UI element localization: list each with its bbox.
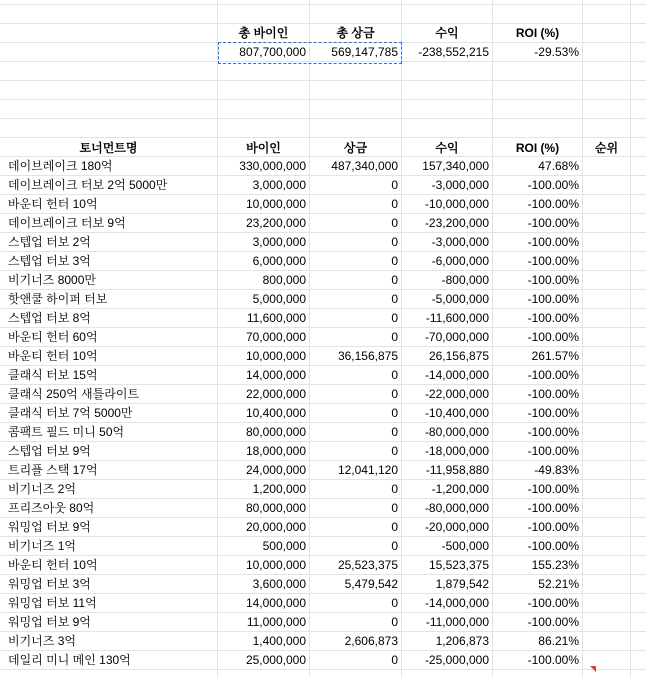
row-prize[interactable]: 0 [391,254,398,268]
row-tournament-name[interactable]: 워밍업 터보 9억 [8,520,91,534]
summary-header-buyin[interactable]: 총 바이인 [238,26,289,40]
row-tournament-name[interactable]: 워밍업 터보 9억 [8,615,91,629]
row-roi[interactable]: -100.00% [527,311,579,325]
row-roi[interactable]: -100.00% [527,330,579,344]
row-prize[interactable]: 0 [391,197,398,211]
row-roi[interactable]: -100.00% [527,273,579,287]
row-buyin[interactable]: 5,000,000 [252,292,306,306]
row-profit[interactable]: -80,000,000 [424,425,489,439]
row-roi[interactable]: -100.00% [527,539,579,553]
row-tournament-name[interactable]: 바운티 헌터 10억 [8,558,98,572]
row-roi[interactable]: -100.00% [527,235,579,249]
summary-header-prize[interactable]: 총 상금 [336,26,375,40]
row-roi[interactable]: -100.00% [527,254,579,268]
row-prize[interactable]: 0 [391,292,398,306]
row-tournament-name[interactable]: 바운티 헌터 60억 [8,330,98,344]
column-header-prize[interactable]: 상금 [343,141,368,155]
row-buyin[interactable]: 6,000,000 [252,254,306,268]
row-buyin[interactable]: 3,600,000 [252,577,306,591]
row-prize[interactable]: 0 [391,368,398,382]
row-profit[interactable]: -3,000,000 [431,178,489,192]
row-buyin[interactable]: 25,000,000 [245,653,306,667]
row-buyin[interactable]: 10,000,000 [245,558,306,572]
row-roi[interactable]: -100.00% [527,444,579,458]
row-profit[interactable]: -18,000,000 [424,444,489,458]
row-tournament-name[interactable]: 트리플 스택 17억 [8,463,98,477]
row-buyin[interactable]: 22,000,000 [245,387,306,401]
row-profit[interactable]: -10,400,000 [424,406,489,420]
row-profit[interactable]: -14,000,000 [424,368,489,382]
row-tournament-name[interactable]: 클래식 터보 15억 [8,368,98,382]
row-profit[interactable]: -11,000,000 [425,615,489,629]
row-tournament-name[interactable]: 워밍업 터보 3억 [8,577,91,591]
row-profit[interactable]: 1,879,542 [435,577,489,591]
row-buyin[interactable]: 80,000,000 [245,501,306,515]
row-buyin[interactable]: 500,000 [262,539,306,553]
row-profit[interactable]: -22,000,000 [424,387,489,401]
row-tournament-name[interactable]: 스텝업 터보 3억 [8,254,91,268]
row-roi[interactable]: -100.00% [527,482,579,496]
row-tournament-name[interactable]: 비기너즈 2억 [8,482,76,496]
row-tournament-name[interactable]: 바운티 헌터 10억 [8,197,98,211]
copy-selection-marquee [218,42,402,64]
row-prize[interactable]: 0 [391,387,398,401]
row-roi[interactable]: 155.23% [531,558,579,572]
column-header-rank[interactable]: 순위 [594,141,619,155]
row-tournament-name[interactable]: 데이브레이크 터보 9억 [8,216,126,230]
row-tournament-name[interactable]: 클래식 터보 7억 5000만 [8,406,133,420]
row-prize[interactable]: 0 [391,444,398,458]
row-roi[interactable]: -100.00% [527,425,579,439]
row-profit[interactable]: -1,200,000 [431,482,489,496]
column-header-tournament[interactable]: 토너먼트명 [79,141,138,155]
row-roi[interactable]: -100.00% [527,387,579,401]
row-profit[interactable]: 1,206,873 [435,634,489,648]
row-roi[interactable]: -100.00% [527,216,579,230]
row-profit[interactable]: -80,000,000 [424,501,489,515]
row-roi[interactable]: -100.00% [527,615,579,629]
row-profit[interactable]: -500,000 [441,539,489,553]
row-tournament-name[interactable]: 데이브레이크 터보 2억 5000만 [8,178,168,192]
row-profit[interactable]: -20,000,000 [424,520,489,534]
row-roi[interactable]: -100.00% [527,596,579,610]
row-tournament-name[interactable]: 데일리 미니 메인 130억 [8,653,131,667]
row-buyin[interactable]: 330,000,000 [239,159,306,173]
row-prize[interactable]: 0 [391,330,398,344]
row-tournament-name[interactable]: 비기너즈 1억 [8,539,76,553]
row-buyin[interactable]: 3,000,000 [252,235,306,249]
row-profit[interactable]: -23,200,000 [424,216,489,230]
cell-comment-indicator [590,666,596,672]
row-buyin[interactable]: 10,000,000 [245,349,306,363]
row-profit[interactable]: -6,000,000 [431,254,489,268]
row-roi[interactable]: 86.21% [538,634,579,648]
row-roi[interactable]: 47.68% [538,159,579,173]
row-tournament-name[interactable]: 콤팩트 필드 미니 50억 [8,425,125,439]
row-profit[interactable]: -800,000 [441,273,489,287]
row-buyin[interactable]: 3,000,000 [252,178,306,192]
row-prize[interactable]: 0 [391,653,398,667]
row-profit[interactable]: -3,000,000 [431,235,489,249]
row-prize[interactable]: 0 [391,615,398,629]
row-prize[interactable]: 0 [391,235,398,249]
row-buyin[interactable]: 1,200,000 [252,482,306,496]
row-roi[interactable]: -100.00% [527,520,579,534]
row-profit[interactable]: -5,000,000 [431,292,489,306]
row-prize[interactable]: 0 [391,178,398,192]
row-profit[interactable]: -11,600,000 [425,311,489,325]
row-tournament-name[interactable]: 비기너즈 3억 [8,634,76,648]
row-prize[interactable]: 487,340,000 [331,159,398,173]
row-prize[interactable]: 0 [391,482,398,496]
row-roi[interactable]: -100.00% [527,368,579,382]
summary-total-buyin[interactable]: 807,700,000 [239,45,306,59]
column-header-buyin[interactable]: 바이인 [246,141,281,155]
row-tournament-name[interactable]: 스텝업 터보 9억 [8,444,91,458]
row-profit[interactable]: -70,000,000 [424,330,489,344]
summary-profit[interactable]: -238,552,215 [418,45,489,59]
row-tournament-name[interactable]: 프리즈아웃 80억 [8,501,95,515]
row-buyin[interactable]: 70,000,000 [245,330,306,344]
row-roi[interactable]: -49.83% [534,463,579,477]
row-buyin[interactable]: 80,000,000 [245,425,306,439]
row-buyin[interactable]: 1,400,000 [252,634,306,648]
summary-roi[interactable]: -29.53% [534,45,579,59]
row-buyin[interactable]: 14,000,000 [245,596,306,610]
row-prize[interactable]: 25,523,375 [337,558,398,572]
row-prize[interactable]: 36,156,875 [337,349,398,363]
row-buyin[interactable]: 11,600,000 [246,311,306,325]
row-prize[interactable]: 0 [391,406,398,420]
row-prize[interactable]: 0 [391,273,398,287]
row-profit[interactable]: 26,156,875 [428,349,489,363]
row-roi[interactable]: 52.21% [538,577,579,591]
column-header-roi[interactable]: ROI (%) [515,141,560,155]
row-tournament-name[interactable]: 스텝업 터보 2억 [8,235,91,249]
row-profit[interactable]: -25,000,000 [424,653,489,667]
row-prize[interactable]: 2,606,873 [344,634,398,648]
row-tournament-name[interactable]: 워밍업 터보 11억 [8,596,97,610]
row-buyin[interactable]: 24,000,000 [245,463,306,477]
row-prize[interactable]: 0 [391,216,398,230]
row-tournament-name[interactable]: 핫앤쿨 하이퍼 터보 [8,292,108,306]
row-profit[interactable]: 15,523,375 [428,558,489,572]
row-buyin[interactable]: 20,000,000 [245,520,306,534]
row-prize[interactable]: 0 [391,311,398,325]
row-profit[interactable]: -10,000,000 [424,197,489,211]
row-prize[interactable]: 0 [391,425,398,439]
row-buyin[interactable]: 800,000 [262,273,306,287]
row-roi[interactable]: -100.00% [527,292,579,306]
row-prize[interactable]: 0 [391,539,398,553]
row-tournament-name[interactable]: 비기너즈 8000만 [8,273,96,287]
row-prize[interactable]: 12,041,120 [337,463,398,477]
column-header-profit[interactable]: 수익 [435,141,459,155]
row-buyin[interactable]: 11,000,000 [246,615,306,629]
row-prize[interactable]: 0 [391,520,398,534]
row-tournament-name[interactable]: 데이브레이크 180억 [8,159,113,173]
row-roi[interactable]: -100.00% [527,653,579,667]
row-roi[interactable]: -100.00% [527,178,579,192]
row-roi[interactable]: -100.00% [527,406,579,420]
row-roi[interactable]: -100.00% [527,197,579,211]
row-tournament-name[interactable]: 바운티 헌터 10억 [8,349,98,363]
row-buyin[interactable]: 10,400,000 [245,406,306,420]
row-prize[interactable]: 5,479,542 [344,577,398,591]
row-roi[interactable]: 261.57% [531,349,579,363]
row-buyin[interactable]: 10,000,000 [245,197,306,211]
row-buyin[interactable]: 18,000,000 [245,444,306,458]
summary-header-profit[interactable]: 수익 [435,26,459,40]
row-prize[interactable]: 0 [391,596,398,610]
row-buyin[interactable]: 14,000,000 [245,368,306,382]
summary-header-roi[interactable]: ROI (%) [515,26,560,40]
row-profit[interactable]: 157,340,000 [422,159,489,173]
summary-total-prize[interactable]: 569,147,785 [331,45,398,59]
row-profit[interactable]: -14,000,000 [424,596,489,610]
row-profit[interactable]: -11,958,880 [425,463,489,477]
row-tournament-name[interactable]: 스텝업 터보 8억 [8,311,91,325]
row-prize[interactable]: 0 [391,501,398,515]
row-tournament-name[interactable]: 클래식 250억 새틀라이트 [8,387,140,401]
row-roi[interactable]: -100.00% [527,501,579,515]
row-buyin[interactable]: 23,200,000 [245,216,306,230]
